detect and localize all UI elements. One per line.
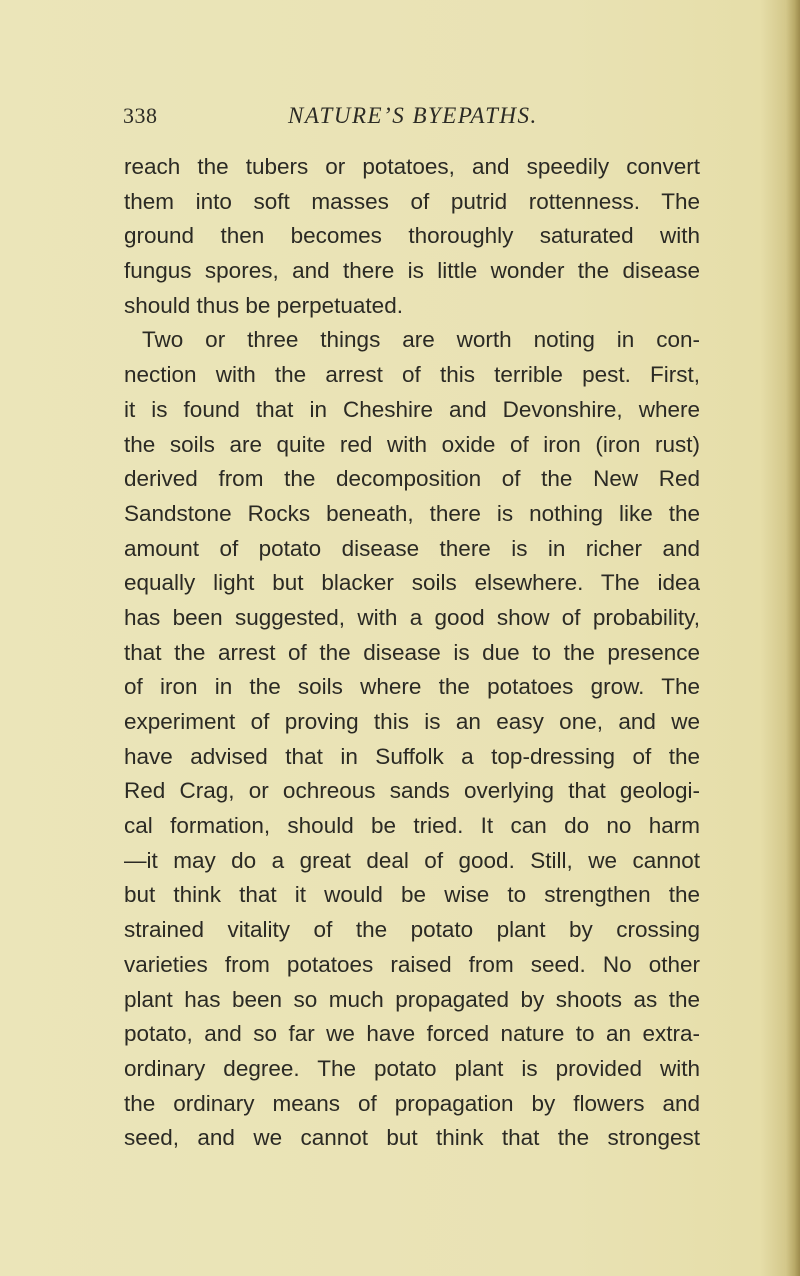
text-line: that the arrest of the disease is due to the presence <box>124 639 700 665</box>
text-line: amount of potato disease there is in richer and <box>124 535 700 561</box>
text-line: reach the tubers or potatoes, and speedily convert <box>124 154 700 179</box>
text-line: Red Crag, or ochreous sands overlying that geologi- <box>124 778 700 804</box>
page-number: 338 <box>123 103 158 128</box>
text-line: cal formation, should be tried. It can do no harm <box>124 813 700 839</box>
text-line: ground then becomes thoroughly saturated with <box>124 223 700 249</box>
text-line: Sandstone Rocks beneath, there is nothing like the <box>124 500 700 526</box>
text-line: potato, and so far we have forced nature to an extra- <box>124 1021 700 1047</box>
text-line: varieties from potatoes raised from seed. No other <box>124 951 700 977</box>
text-line: ordinary degree. The potato plant is provided with <box>124 1055 700 1081</box>
text-line: has been suggested, with a good show of probability, <box>124 604 700 630</box>
text-line: —it may do a great deal of good. Still, we cannot <box>124 847 700 873</box>
text-line: them into soft masses of putrid rottenness. The <box>124 188 700 214</box>
text-line: the ordinary means of propagation by flowers and <box>124 1090 700 1116</box>
text-line: fungus spores, and there is little wonder the disease <box>124 258 700 284</box>
text-line: but think that it would be wise to strengthen the <box>124 882 700 908</box>
text-line: derived from the decomposition of the New Red <box>124 466 700 492</box>
text-line: should thus be perpetuated. <box>124 292 403 318</box>
text-line: the soils are quite red with oxide of iron (iron rust) <box>124 431 700 457</box>
running-head-title: NATURE’S BYEPATHS. <box>288 103 538 128</box>
text-line: experiment of proving this is an easy one, and we <box>124 709 700 734</box>
body-text <box>124 150 700 1156</box>
text-line: have advised that in Suffolk a top-dressing of the <box>124 743 700 769</box>
text-line: equally light but blacker soils elsewhere. The idea <box>124 570 700 596</box>
text-line: Two or three things are worth noting in con- <box>142 327 700 353</box>
page-edge-shadow <box>786 0 800 1276</box>
text-line: of iron in the soils where the potatoes grow. The <box>124 674 700 700</box>
text-line: plant has been so much propagated by shoots as the <box>124 986 700 1012</box>
running-head <box>123 103 703 135</box>
text-line: strained vitality of the potato plant by crossing <box>124 917 700 943</box>
text-line: it is found that in Cheshire and Devonshire, where <box>124 396 700 422</box>
text-line: nection with the arrest of this terrible pest. First, <box>124 362 700 388</box>
text-line: seed, and we cannot but think that the strongest <box>124 1125 700 1151</box>
